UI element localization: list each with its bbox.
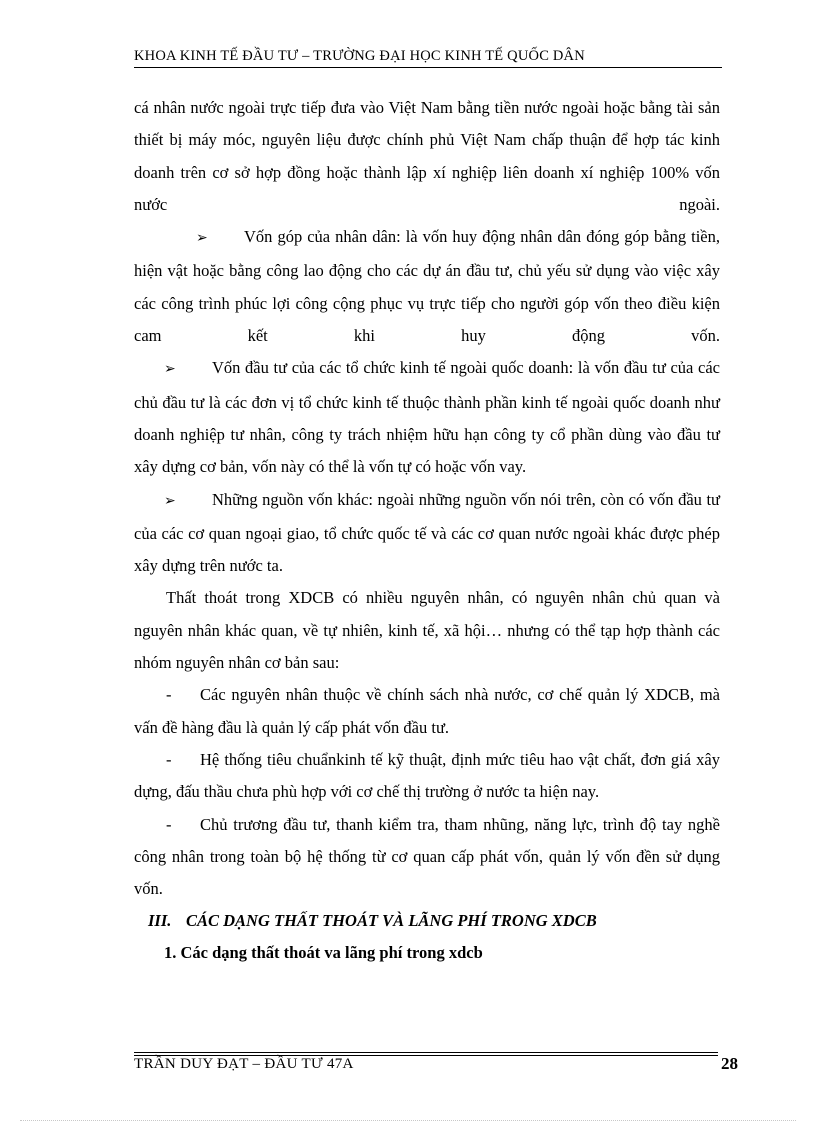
- arrow-bullet-icon: ➢: [196, 231, 208, 247]
- dash-item-text: Các nguyên nhân thuộc về chính sách nhà nước, cơ chế quản lý XDCB, mà vấn đề hàng đầu là quản lý cấp phát vốn đầu tư.: [134, 685, 720, 737]
- dash-bullet: -: [166, 685, 172, 705]
- section-title: CÁC DẠNG THẤT THOÁT VÀ LÃNG PHÍ TRONG XDCB: [186, 911, 597, 931]
- paragraph-foreign-capital: cá nhân nước ngoài trực tiếp đưa vào Việt Nam bằng tiền nước ngoài hoặc bằng tài sản thiết bị máy móc, nguyên liệu được chính phủ Việt Nam chấp thuận để hợp tác kinh doanh trên cơ sở hợp đồng hoặc thành lập xí nghiệp liên doanh xí nghiệp 100% vốn nước ngoài.: [134, 98, 720, 214]
- footer-author: TRẦN DUY ĐẠT – ĐẦU TƯ 47A: [134, 1056, 354, 1072]
- page-header: KHOA KINH TẾ ĐẦU TƯ – TRƯỜNG ĐẠI HỌC KINH TẾ QUỐC DÂN: [134, 48, 722, 68]
- dash-item-standards: [134, 744, 720, 809]
- dash-item-investment: [134, 809, 720, 906]
- bullet-non-state-capital: [134, 352, 720, 483]
- body-text: [134, 92, 720, 969]
- arrow-bullet-icon: ➢: [164, 493, 176, 509]
- bullet-other-capital: [134, 484, 720, 583]
- page-boundary: [20, 1120, 796, 1121]
- subsection-heading-1: 1. Các dạng thất thoát va lãng phí trong xdcb: [164, 943, 483, 963]
- dash-bullet: -: [166, 749, 172, 769]
- bullet-text: Những nguồn vốn khác: ngoài những nguồn vốn nói trên, còn có vốn đầu tư của các cơ quan ngoại giao, tổ chức quốc tế và các cơ quan nước ngoài khác được phép xây dựng trên nước ta.: [134, 489, 720, 576]
- dash-item-text: Hệ thống tiêu chuẩnkinh tế kỹ thuật, định mức tiêu hao vật chất, đơn giá xây dựng, đấu thầu chưa phù hợp với cơ chế thị trường ở nước ta hiện nay.: [134, 749, 720, 802]
- dash-item-text: Chủ trương đầu tư, thanh kiểm tra, tham nhũng, năng lực, trình độ tay nghề công nhân trong toàn bộ hệ thống từ cơ quan cấp phát vốn, quản lý vốn đền sử dụng vốn.: [134, 814, 720, 899]
- paragraph-causes: Thất thoát trong XDCB có nhiều nguyên nhân, có nguyên nhân chủ quan và nguyên nhân khác quan, về tự nhiên, kinh tế, xã hội… nhưng có thể tạp hợp thành các nhóm nguyên nhân cơ bản sau:: [134, 588, 720, 673]
- bullet-people-capital: [134, 221, 720, 352]
- arrow-bullet-icon: ➢: [164, 362, 176, 378]
- page-number: 28: [721, 1054, 738, 1073]
- section-number: III.: [148, 911, 172, 931]
- dash-item-policy: [134, 679, 720, 744]
- bullet-text: Vốn góp của nhân dân: là vốn huy động nhân dân đóng góp bằng tiền, hiện vật hoặc bằng công lao động cho các dự án đầu tư, chủ yếu sử dụng vào việc xây các công trình phúc lợi công cộng phục vụ trực tiếp cho người góp vốn theo điều kiện cam kết khi huy động vốn.: [134, 227, 720, 346]
- section-heading-iii: [134, 905, 720, 937]
- footer-rule: [134, 1052, 718, 1053]
- dash-bullet: -: [166, 814, 172, 834]
- bullet-text: Vốn đầu tư của các tổ chức kinh tế ngoài quốc doanh: là vốn đầu tư của các chủ đầu tư là các đơn vị tổ chức kinh tế thuộc thành phần kinh tế ngoài quốc doanh như doanh nghiệp tư nhân, công ty trách nhiệm hữu hạn công ty cổ phần dùng vào đầu tư xây dựng cơ bản, vốn này có thể là vốn tự có hoặc vốn vay.: [134, 358, 720, 477]
